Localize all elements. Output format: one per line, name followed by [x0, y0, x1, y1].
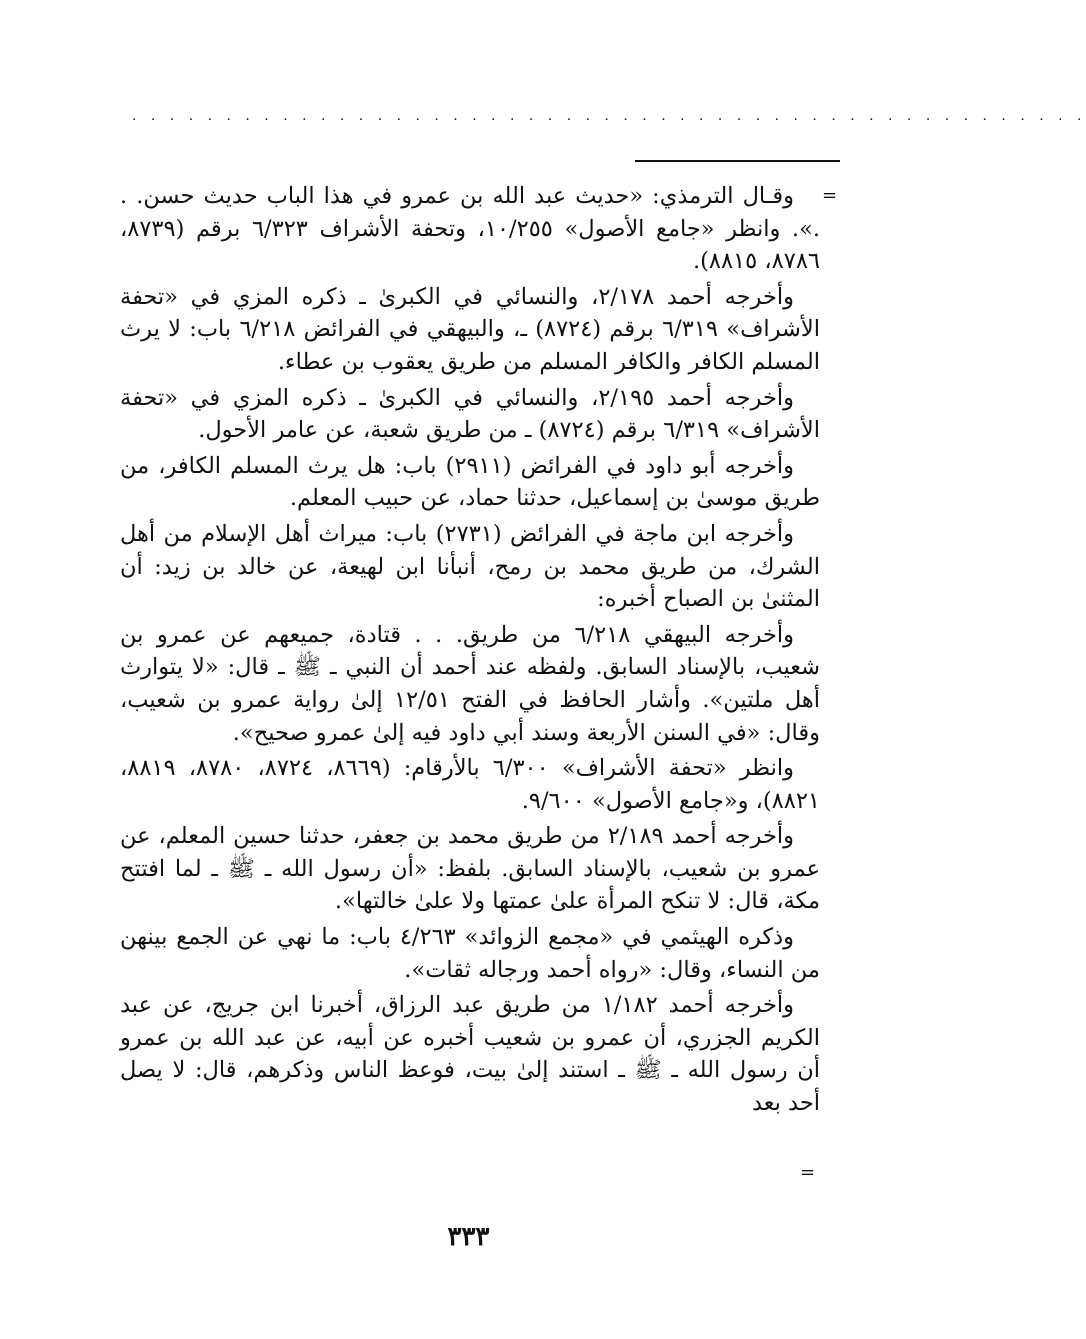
paragraph: وانظر «تحفة الأشراف» ٦/٣٠٠ بالأرقام: (٨٦٦٩، ٨٧٢٤، ٨٧٨٠، ٨٨١٩، ٨٨٢١)، و«جامع الأصول» ٩/٦٠٠.: [120, 755, 820, 814]
footnote-dotted-separator: · · · · · · · · · · · · · · · · · · · · · · · · · · · · · · · · · · · · · · · · · · · · · · · · · · ·: [132, 112, 1086, 128]
paragraph: وأخرجه البيهقي ٦/٢١٨ من طريق. . . قتادة، جميعهم عن عمرو بن شعيب، بالإسناد السابق. ولفظه عند أحمد أن النبي ـ ﷺ ـ قال: «لا يتوارث أهل ملتين». وأشار الحافظ في الفتح ١٢/٥١ إلىٰ رواية عمرو بن شعيب، وقال: «في السنن الأربعة وسند أبي داود فيه إلىٰ عمرو صحيح».: [120, 621, 821, 746]
paragraph: وأخرجه أحمد ١/١٨٢ من طريق عبد الرزاق، أخبرنا ابن جريج، عن عبد الكريم الجزري، أن عمرو بن شعيب أخبره عن أبيه، عن عبد الله بن عمرو أن رسول الله ـ ﷺ ـ استند إلىٰ بيت، فوعظ الناس وذكرهم، قال: لا يصل أحد بعد: [120, 992, 820, 1117]
page-number: ٣٣٣: [447, 1222, 490, 1252]
paragraph: وأخرجه أحمد ٢/١٨٩ من طريق محمد بن جعفر، حدثنا حسين المعلم، عن عمرو بن شعيب، بالإسناد السابق. بلفظ: «أن رسول الله ـ ﷺ ـ لما افتتح مكة، قال: لا تنكح المرأة علىٰ عمتها ولا علىٰ خالتها».: [120, 823, 820, 915]
paragraph: وأخرجه ابن ماجة في الفرائض (٢٧٣١) باب: ميراث أهل الإسلام من أهل الشرك، من طريق محمد بن رمح، أنبأنا ابن لهيعة، عن خالد بن زيد: أن المثنىٰ بن الصباح أخبره:: [120, 520, 820, 613]
continuation-mark-end: =: [800, 1162, 816, 1183]
paragraph: وأخرجه أحمد ٢/١٩٥، والنسائي في الكبرىٰ ـ ذكره المزي في «تحفة الأشراف» ٦/٣١٩ برقم (٨٧٢٤) ـ من طريق شعبة، عن عامر الأحول.: [120, 384, 820, 444]
paragraph: وذكره الهيثمي في «مجمع الزوائد» ٤/٢٦٣ باب: ما نهي عن الجمع بينهن من النساء، وقال: «رواه أحمد ورجاله ثقات».: [120, 924, 820, 983]
continuation-mark-start: =: [822, 185, 838, 206]
paragraph: وأخرجه أحمد ٢/١٧٨، والنسائي في الكبرىٰ ـ ذكره المزي في «تحفة الأشراف» ٦/٣١٩ برقم (٨٧٢٤) ـ، والبيهقي في الفرائض ٦/٢١٨ باب: لا يرث المسلم الكافر والكافر المسلم من طريق يعقوب بن عطاء.: [120, 283, 820, 375]
paragraph: وقـال الترمذي: «حديث عبد الله بن عمرو في هذا الباب حديث حسن. . .». وانظر «جامع الأصول» ١٠/٢٥٥، وتحفة الأشراف ٦/٣٢٣ برقم (٨٧٣٩، ٨٧٨٦، ٨٨١٥).: [120, 183, 820, 275]
paragraph: وأخرجه أبو داود في الفرائض (٢٩١١) باب: هل يرث المسلم الكافر، من طريق موسىٰ بن إسماعيل، حدثنا حماد، عن حبيب المعلم.: [120, 452, 820, 512]
footnote-rule: [635, 160, 840, 162]
footnote-text-block: [120, 180, 820, 1123]
